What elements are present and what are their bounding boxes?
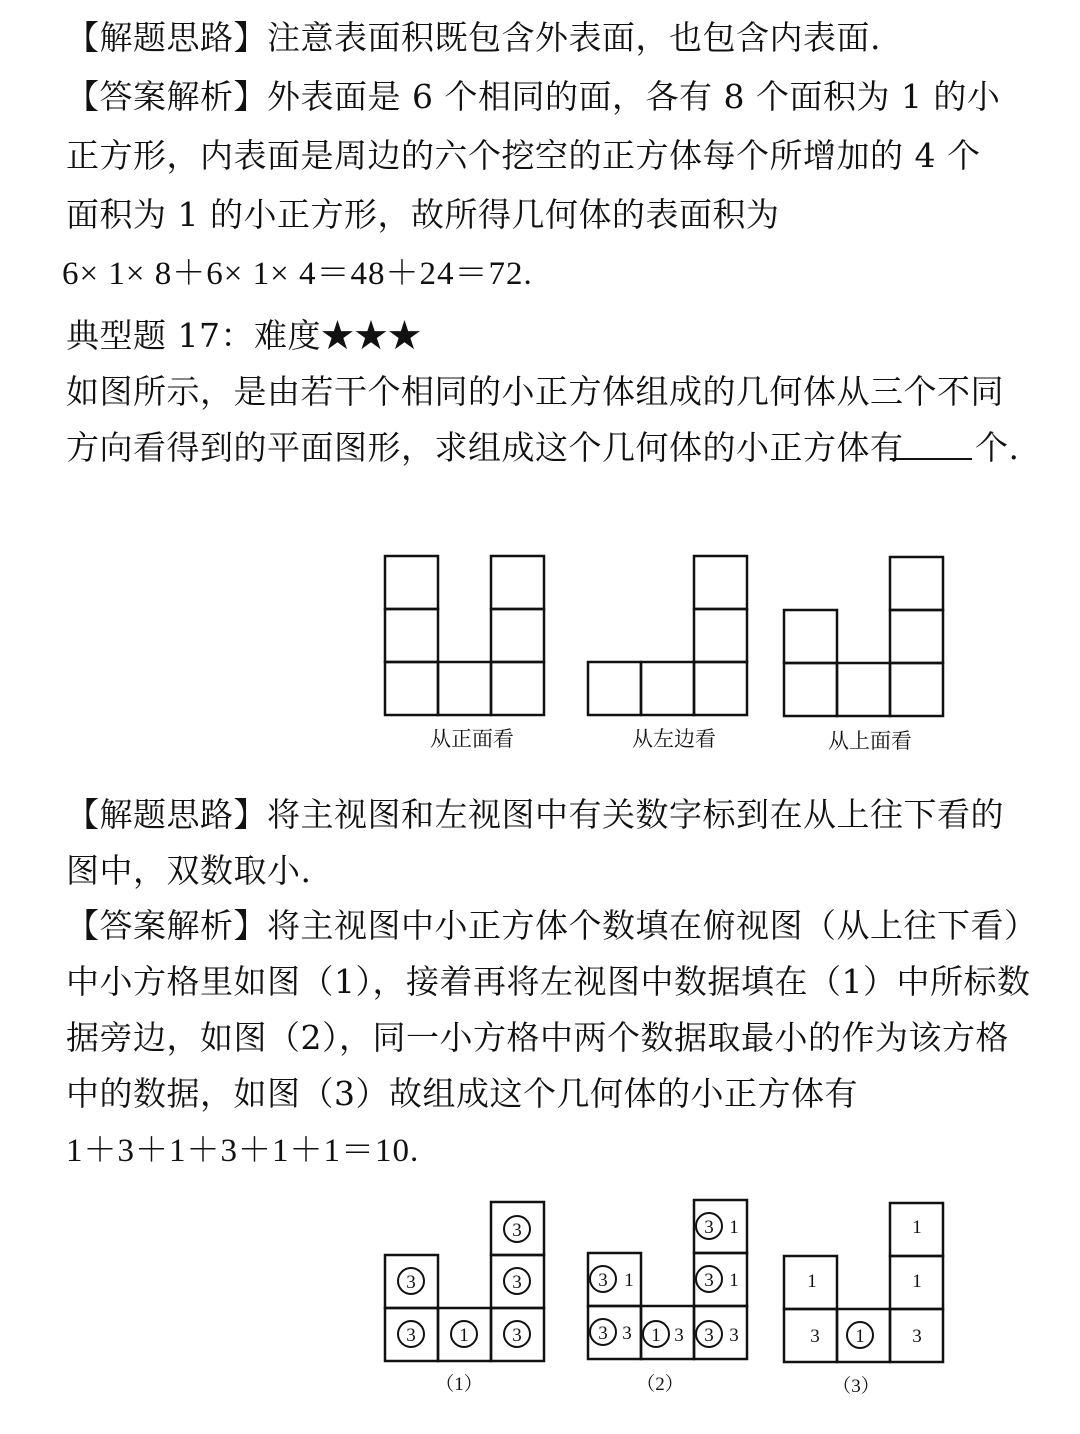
fig2-num-bot-left-a: 3 xyxy=(598,1323,608,1344)
problem-text-2a: 方向看得到的平面图形，求组成这个几何体的小正方体有 xyxy=(66,428,904,467)
front-view-label: 从正面看 xyxy=(430,727,514,751)
fig2-num-bot-right-a: 3 xyxy=(704,1325,714,1346)
fig2-num-bot-left-b: 3 xyxy=(622,1323,632,1344)
fig2-num-bot-right-b: 3 xyxy=(729,1325,739,1346)
fig3-num-top-right: 1 xyxy=(912,1217,922,1238)
problem-text-1: 如图所示，是由若干个相同的小正方体组成的几何体从三个不同 xyxy=(66,372,1004,411)
figure-3-caption: （3） xyxy=(832,1376,880,1397)
fig1-num-bot-right: 3 xyxy=(512,1325,522,1346)
fig2-num-top-right-a: 3 xyxy=(704,1217,714,1238)
fig1-num-top-right: 3 xyxy=(512,1220,522,1241)
fig2-num-top-right-b: 1 xyxy=(729,1217,739,1238)
problem-text-2b: 个. xyxy=(975,428,1020,467)
line-analysis-3: 据旁边，如图（2），同一小方格中两个数据取最小的作为该方格 xyxy=(66,1018,1009,1057)
line-answer-formula: 6× 1× 8＋6× 1× 4＝48＋24＝72. xyxy=(62,256,533,292)
line-answer-3: 面积为 1 的小正方形，故所得几何体的表面积为 xyxy=(66,195,780,234)
fig2-num-bot-mid-a: 1 xyxy=(651,1325,661,1346)
fig3-num-bot-left: 3 xyxy=(810,1326,820,1347)
left-view-label: 从左边看 xyxy=(632,727,716,751)
fig2-num-mid-left-a: 3 xyxy=(598,1270,608,1291)
fig1-num-mid-left: 3 xyxy=(406,1272,416,1293)
line-thinking-2b: 图中，双数取小. xyxy=(66,851,312,890)
top-view-grid xyxy=(784,557,943,716)
line-analysis-1: 【答案解析】将主视图中小正方体个数填在俯视图（从上往下看） xyxy=(66,906,1038,945)
line-answer-2: 正方形，内表面是周边的六个挖空的正方体每个所增加的 4 个 xyxy=(66,136,981,175)
figure-1-caption: （1） xyxy=(435,1374,483,1395)
line-analysis-sum: 1＋3＋1＋3＋1＋1＝10. xyxy=(66,1133,420,1169)
front-view-grid xyxy=(385,556,544,715)
fig2-num-bot-mid-b: 3 xyxy=(674,1325,684,1346)
line-answer-1: 【答案解析】外表面是 6 个相同的面，各有 8 个面积为 1 的小 xyxy=(66,77,1001,116)
fig3-num-mid-left: 1 xyxy=(807,1271,817,1292)
problem-title: 典型题 17：难度★★★ xyxy=(66,316,422,355)
line-analysis-4: 中的数据，如图（3）故组成这个几何体的小正方体有 xyxy=(66,1074,858,1113)
figure-2-grid xyxy=(588,1200,747,1359)
fig1-num-mid-right: 3 xyxy=(512,1272,522,1293)
fig3-num-mid-right: 1 xyxy=(912,1271,922,1292)
fig1-num-bot-mid: 1 xyxy=(459,1325,469,1346)
left-view-grid xyxy=(588,556,747,715)
fig3-num-bot-right: 3 xyxy=(912,1326,922,1347)
fig2-num-mid-right-a: 3 xyxy=(704,1270,714,1291)
fig2-num-mid-left-b: 1 xyxy=(624,1270,634,1291)
top-view-label: 从上面看 xyxy=(828,729,912,753)
figure-2-caption: （2） xyxy=(636,1374,684,1395)
line-thinking-1: 【解题思路】注意表面积既包含外表面，也包含内表面. xyxy=(66,18,881,57)
fig3-num-bot-mid: 1 xyxy=(855,1326,865,1347)
fig1-num-bot-left: 3 xyxy=(406,1325,416,1346)
line-analysis-2: 中小方格里如图（1），接着再将左视图中数据填在（1）中所标数 xyxy=(66,962,1031,1001)
fig2-num-mid-right-b: 1 xyxy=(729,1270,739,1291)
line-thinking-2a: 【解题思路】将主视图和左视图中有关数字标到在从上往下看的 xyxy=(66,795,1004,834)
